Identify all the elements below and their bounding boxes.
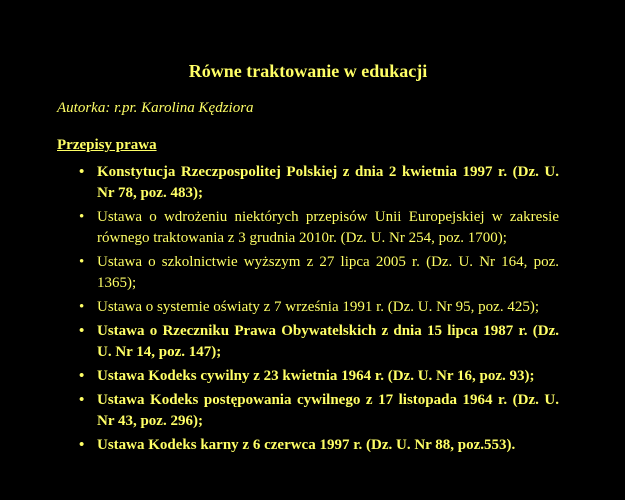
list-item xyxy=(57,435,559,456)
list-item-text: Ustawa Kodeks karny z 6 czerwca 1997 r. (Dz. U. Nr 88, poz.553). xyxy=(97,437,516,453)
list-item xyxy=(57,162,559,204)
bullet-icon: • xyxy=(79,368,85,384)
page-title: Równe traktowanie w edukacji xyxy=(188,61,428,81)
list-item xyxy=(57,321,559,363)
list-item xyxy=(57,207,559,249)
bullet-icon: • xyxy=(79,299,85,315)
list-item-text: Ustawa o Rzeczniku Prawa Obywatelskich z dnia 15 lipca 1987 r. (Dz. U. Nr 14, poz. 147); xyxy=(97,323,559,360)
bullet-icon: • xyxy=(79,164,85,180)
list-item xyxy=(57,297,559,318)
list-item-text: Ustawa o szkolnictwie wyższym z 27 lipca 2005 r. (Dz. U. Nr 164, poz. 1365); xyxy=(97,254,559,291)
list-item-text: Ustawa o systemie oświaty z 7 września 1991 r. (Dz. U. Nr 95, poz. 425); xyxy=(97,299,539,315)
bullet-icon: • xyxy=(79,323,85,339)
author-line: Autorka: r.pr. Karolina Kędziora xyxy=(57,100,254,116)
list-item-text: Ustawa Kodeks postępowania cywilnego z 17 listopada 1964 r. (Dz. U. Nr 43, poz. 296); xyxy=(97,392,559,429)
list-item-text: Konstytucja Rzeczpospolitej Polskiej z dnia 2 kwietnia 1997 r. (Dz. U. Nr 78, poz. 483); xyxy=(97,164,559,201)
law-list xyxy=(57,162,559,456)
document-body xyxy=(57,60,559,459)
section-heading-przepisy: Przepisy prawa xyxy=(57,137,157,153)
list-item xyxy=(57,390,559,432)
bullet-icon: • xyxy=(79,209,85,225)
list-item xyxy=(57,252,559,294)
list-item-text: Ustawa Kodeks cywilny z 23 kwietnia 1964 r. (Dz. U. Nr 16, poz. 93); xyxy=(97,368,535,384)
bullet-icon: • xyxy=(79,437,85,453)
bullet-icon: • xyxy=(79,254,85,270)
list-item xyxy=(57,366,559,387)
list-item-text: Ustawa o wdrożeniu niektórych przepisów Unii Europejskiej w zakresie równego traktowania z 3 grudnia 2010r. (Dz. U. Nr 254, poz. 1700); xyxy=(97,209,559,246)
bullet-icon: • xyxy=(79,392,85,408)
